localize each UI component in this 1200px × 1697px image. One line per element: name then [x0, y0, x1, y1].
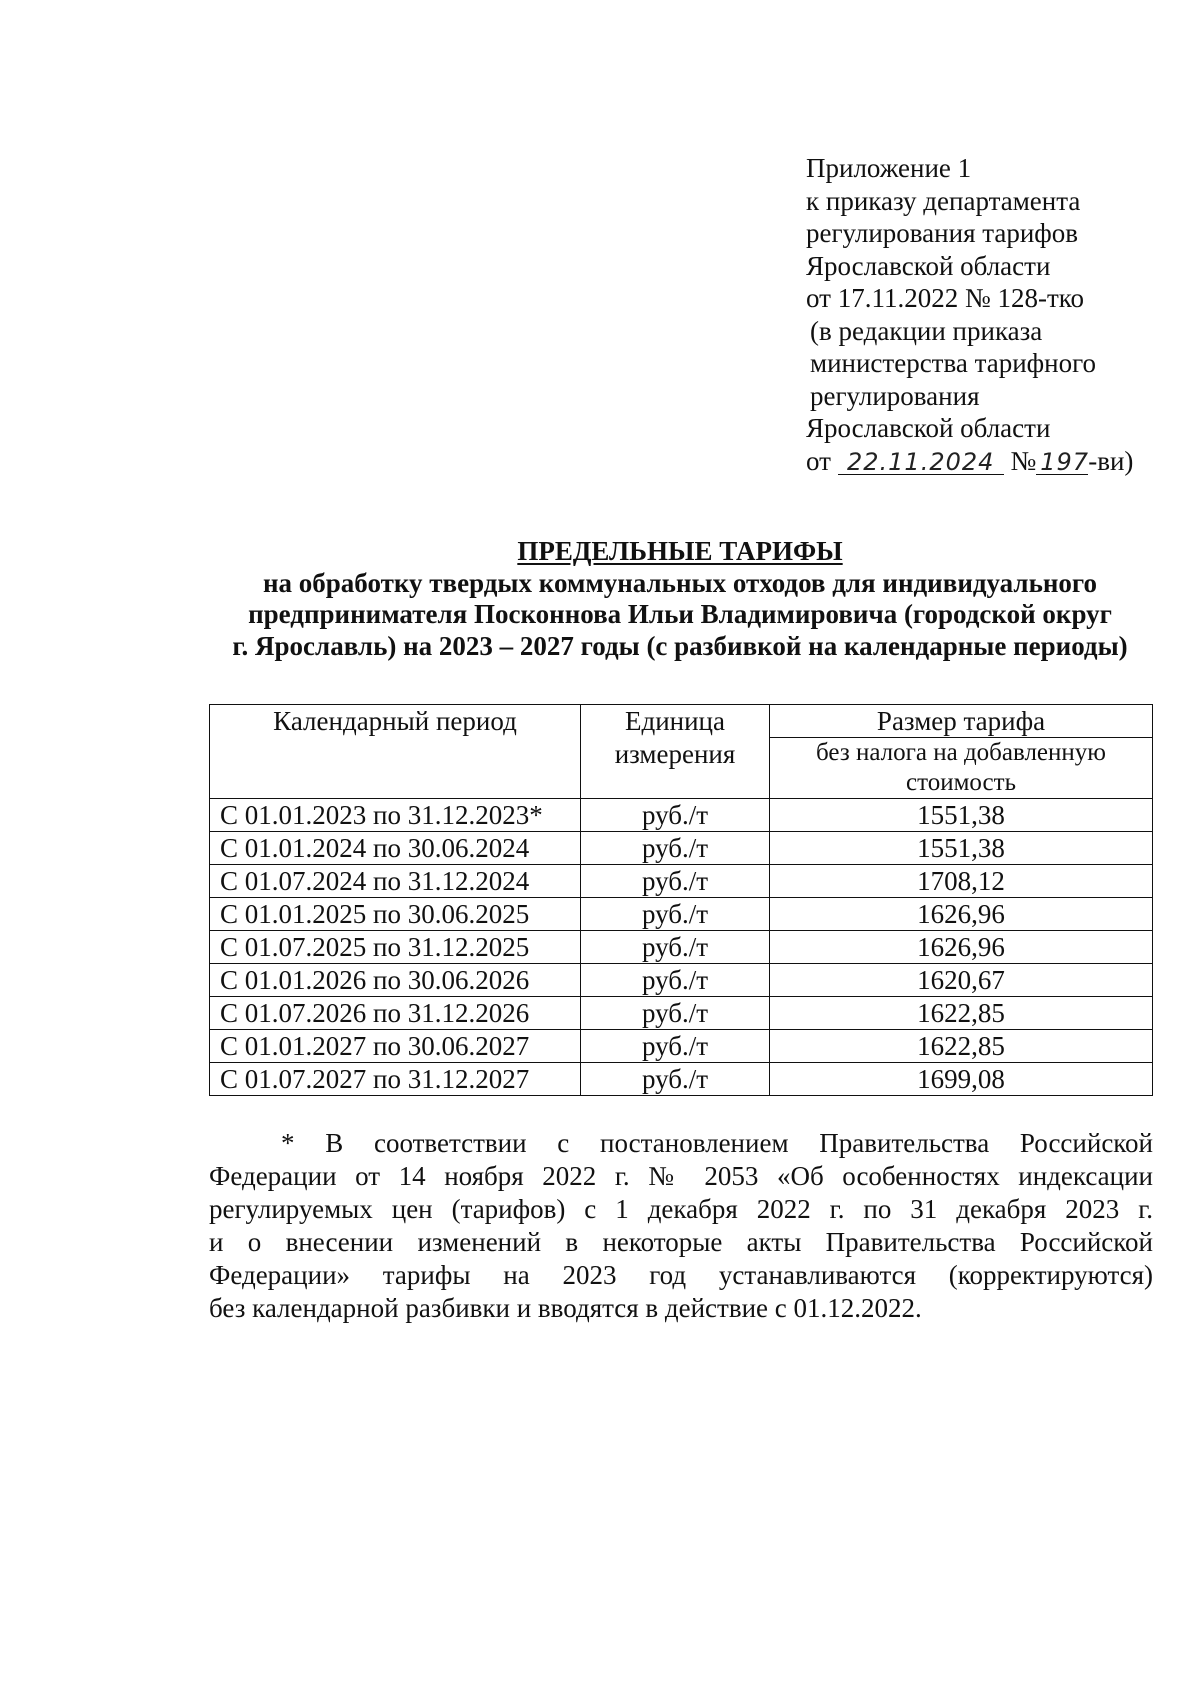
header-unit: Единица измерения: [581, 705, 770, 799]
appendix-line: от 17.11.2022 № 128-тко: [806, 283, 1084, 313]
cell-unit: руб./т: [581, 997, 770, 1030]
appendix-line: регулирования: [810, 380, 980, 411]
appendix-line: (в редакции приказа: [810, 315, 1043, 346]
cell-period: С 01.01.2024 по 30.06.2024: [210, 832, 581, 865]
footnote-line: Федерации» тарифы на 2023 год устанавливаются (корректируются): [209, 1260, 1153, 1290]
document-title: [200, 536, 1160, 662]
cell-period: С 01.07.2024 по 31.12.2024: [210, 865, 581, 898]
appendix-suffix: -ви): [1088, 445, 1134, 476]
cell-unit: руб./т: [581, 898, 770, 931]
title-line: г. Ярославль) на 2023 – 2027 годы (с разбивкой на календарные периоды): [232, 630, 1128, 661]
title-line: предпринимателя Посконнова Ильи Владимировича (городской округ: [248, 599, 1112, 629]
footnote-line: Федерации от 14 ноября 2022 г. № 2053 «Об особенностях индексации: [209, 1161, 1153, 1191]
appendix-line: Ярославской области: [806, 413, 1051, 443]
header-size-sub: без налога на добавленную стоимость: [770, 738, 1153, 799]
cell-period: С 01.01.2023 по 31.12.2023*: [210, 799, 581, 832]
cell-value: 1626,96: [770, 931, 1153, 964]
cell-value: 1699,08: [770, 1063, 1153, 1096]
table-row: [210, 1063, 1153, 1096]
cell-period: С 01.07.2027 по 31.12.2027: [210, 1063, 581, 1096]
cell-period: С 01.01.2026 по 30.06.2026: [210, 964, 581, 997]
appendix-line: к приказу департамента: [806, 185, 1081, 216]
table-header-row: [210, 705, 1153, 738]
table-row: [210, 865, 1153, 898]
cell-unit: руб./т: [581, 1030, 770, 1063]
table-row: [210, 898, 1153, 931]
footnote: [209, 1127, 1153, 1325]
tariff-table: [209, 704, 1153, 1096]
footnote-line: * В соответствии с постановлением Правительства Российской: [281, 1128, 1153, 1158]
table-row: [210, 1030, 1153, 1063]
cell-unit: руб./т: [581, 832, 770, 865]
cell-period: С 01.07.2025 по 31.12.2025: [210, 931, 581, 964]
appendix-line: министерства тарифного: [810, 348, 1097, 378]
table-row: [210, 997, 1153, 1030]
cell-unit: руб./т: [581, 799, 770, 832]
handwritten-date: 22.11.2024: [838, 450, 1004, 475]
cell-value: 1708,12: [770, 865, 1153, 898]
header-size: Размер тарифа: [770, 705, 1153, 738]
appendix-line: регулирования тарифов: [806, 218, 1079, 248]
cell-unit: руб./т: [581, 865, 770, 898]
title-main: ПРЕДЕЛЬНЫЕ ТАРИФЫ: [517, 536, 843, 566]
appendix-line: Приложение 1: [806, 153, 972, 183]
cell-value: 1620,67: [770, 964, 1153, 997]
handwritten-number: 197: [1036, 450, 1088, 475]
cell-value: 1551,38: [770, 832, 1153, 865]
footnote-line: и о внесении изменений в некоторые акты Правительства Российской: [209, 1227, 1153, 1257]
cell-value: 1622,85: [770, 997, 1153, 1030]
cell-value: 1626,96: [770, 898, 1153, 931]
number-sign: №: [1010, 445, 1037, 476]
cell-period: С 01.01.2027 по 30.06.2027: [210, 1030, 581, 1063]
cell-period: С 01.07.2026 по 31.12.2026: [210, 997, 581, 1030]
table-row: [210, 832, 1153, 865]
table-row: [210, 964, 1153, 997]
cell-value: 1551,38: [770, 799, 1153, 832]
cell-period: С 01.01.2025 по 30.06.2025: [210, 898, 581, 931]
appendix-line: Ярославской области: [806, 250, 1051, 281]
appendix-header: [806, 152, 1186, 477]
table-row: [210, 931, 1153, 964]
footnote-line: регулируемых цен (тарифов) с 1 декабря 2022 г. по 31 декабря 2023 г.: [209, 1194, 1153, 1224]
footnote-line: без календарной разбивки и вводятся в действие с 01.12.2022.: [209, 1293, 922, 1323]
header-period: Календарный период: [210, 705, 581, 799]
table-row: [210, 799, 1153, 832]
cell-unit: руб./т: [581, 1063, 770, 1096]
cell-unit: руб./т: [581, 931, 770, 964]
cell-unit: руб./т: [581, 964, 770, 997]
appendix-signature-line: [806, 445, 1186, 478]
title-line: на обработку твердых коммунальных отходов для индивидуального: [262, 567, 1097, 598]
appendix-prefix: от: [806, 445, 831, 476]
cell-value: 1622,85: [770, 1030, 1153, 1063]
